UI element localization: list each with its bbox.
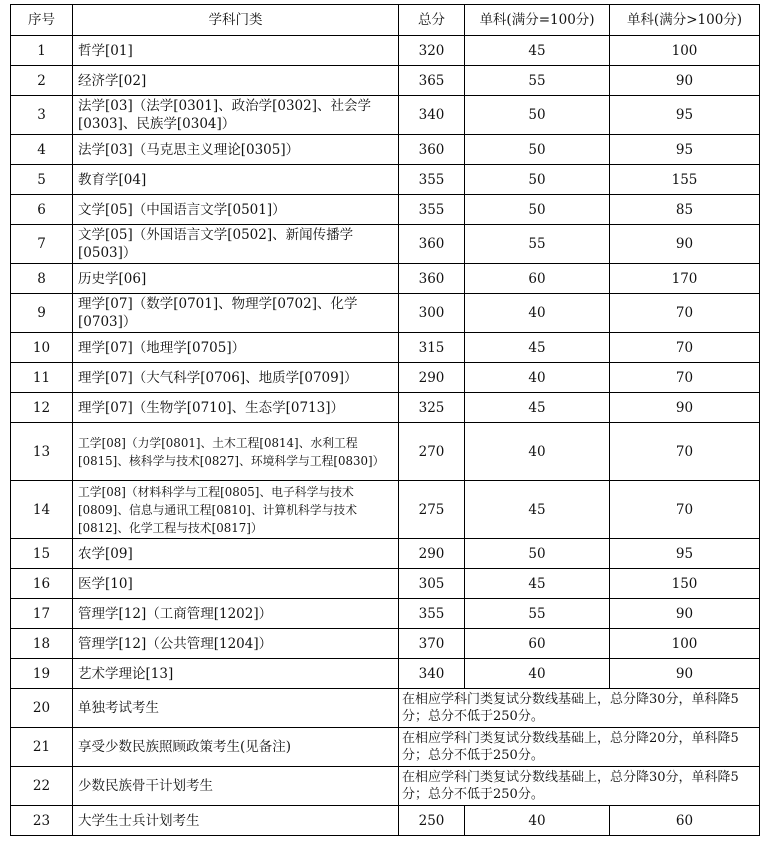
table-row xyxy=(11,728,760,767)
row-single-100: 60 xyxy=(465,264,610,294)
table-row xyxy=(11,659,760,689)
row-no: 11 xyxy=(11,363,73,393)
row-no: 9 xyxy=(11,294,73,333)
row-single-over-100: 90 xyxy=(610,225,760,264)
row-total: 305 xyxy=(399,569,465,599)
table-row xyxy=(11,393,760,423)
row-note: 在相应学科门类复试分数线基础上，总分降20分，单科降5分；总分不低于250分。 xyxy=(399,728,760,767)
row-subject: 理学[07]（地理学[0705]） xyxy=(73,333,399,363)
row-no: 22 xyxy=(11,767,73,806)
row-subject: 管理学[12]（公共管理[1204]） xyxy=(73,629,399,659)
row-no: 2 xyxy=(11,66,73,96)
row-single-100: 40 xyxy=(465,423,610,481)
row-no: 16 xyxy=(11,569,73,599)
row-single-100: 45 xyxy=(465,481,610,539)
table-row xyxy=(11,689,760,728)
row-single-over-100: 95 xyxy=(610,96,760,135)
row-single-over-100: 85 xyxy=(610,195,760,225)
row-single-100: 55 xyxy=(465,599,610,629)
row-single-100: 45 xyxy=(465,393,610,423)
row-single-over-100: 95 xyxy=(610,135,760,165)
table-row xyxy=(11,767,760,806)
row-no: 10 xyxy=(11,333,73,363)
row-single-over-100: 70 xyxy=(610,423,760,481)
table-row xyxy=(11,135,760,165)
row-single-over-100: 150 xyxy=(610,569,760,599)
row-subject: 工学[08]（力学[0801]、土木工程[0814]、水利工程[0815]、核科学与技术[0827]、环境科学与工程[0830]） xyxy=(73,423,399,481)
row-no: 6 xyxy=(11,195,73,225)
row-no: 1 xyxy=(11,36,73,66)
row-subject: 理学[07]（生物学[0710]、生态学[0713]） xyxy=(73,393,399,423)
header-single-100: 单科(满分=100分) xyxy=(465,5,610,36)
row-no: 23 xyxy=(11,806,73,836)
row-single-100: 50 xyxy=(465,539,610,569)
row-total: 365 xyxy=(399,66,465,96)
row-single-100: 55 xyxy=(465,225,610,264)
row-single-100: 40 xyxy=(465,659,610,689)
row-no: 3 xyxy=(11,96,73,135)
row-total: 355 xyxy=(399,599,465,629)
row-no: 5 xyxy=(11,165,73,195)
row-no: 17 xyxy=(11,599,73,629)
row-note: 在相应学科门类复试分数线基础上，总分降30分，单科降5分；总分不低于250分。 xyxy=(399,689,760,728)
row-subject: 艺术学理论[13] xyxy=(73,659,399,689)
header-total: 总分 xyxy=(399,5,465,36)
header-row xyxy=(11,5,760,36)
row-total: 290 xyxy=(399,539,465,569)
row-single-over-100: 70 xyxy=(610,481,760,539)
row-subject: 理学[07]（数学[0701]、物理学[0702]、化学[0703]） xyxy=(73,294,399,333)
row-single-100: 45 xyxy=(465,333,610,363)
row-single-over-100: 90 xyxy=(610,659,760,689)
row-single-100: 55 xyxy=(465,66,610,96)
row-subject: 大学生士兵计划考生 xyxy=(73,806,399,836)
row-subject: 哲学[01] xyxy=(73,36,399,66)
row-total: 275 xyxy=(399,481,465,539)
table-row xyxy=(11,629,760,659)
row-single-100: 60 xyxy=(465,629,610,659)
row-single-over-100: 90 xyxy=(610,66,760,96)
row-subject: 文学[05]（中国语言文学[0501]） xyxy=(73,195,399,225)
row-subject: 工学[08]（材料科学与工程[0805]、电子科学与技术[0809]、信息与通讯工程[0810]、计算机科学与技术[0812]、化学工程与技术[0817]） xyxy=(73,481,399,539)
row-total: 370 xyxy=(399,629,465,659)
table-row xyxy=(11,294,760,333)
row-single-over-100: 70 xyxy=(610,294,760,333)
row-single-over-100: 70 xyxy=(610,363,760,393)
row-subject: 管理学[12]（工商管理[1202]） xyxy=(73,599,399,629)
row-single-over-100: 170 xyxy=(610,264,760,294)
table-row xyxy=(11,225,760,264)
row-single-100: 40 xyxy=(465,294,610,333)
row-single-over-100: 155 xyxy=(610,165,760,195)
table-row xyxy=(11,264,760,294)
table-row xyxy=(11,195,760,225)
row-total: 360 xyxy=(399,135,465,165)
row-total: 360 xyxy=(399,225,465,264)
row-single-100: 45 xyxy=(465,36,610,66)
row-no: 12 xyxy=(11,393,73,423)
row-single-over-100: 100 xyxy=(610,629,760,659)
table-row xyxy=(11,806,760,836)
row-no: 14 xyxy=(11,481,73,539)
table-row xyxy=(11,333,760,363)
row-total: 325 xyxy=(399,393,465,423)
row-no: 4 xyxy=(11,135,73,165)
table-row xyxy=(11,423,760,481)
table-row xyxy=(11,569,760,599)
header-single-over-100: 单科(满分>100分) xyxy=(610,5,760,36)
row-single-over-100: 100 xyxy=(610,36,760,66)
row-single-over-100: 90 xyxy=(610,599,760,629)
header-subject: 学科门类 xyxy=(73,5,399,36)
score-table xyxy=(10,4,760,836)
table-row xyxy=(11,96,760,135)
row-no: 18 xyxy=(11,629,73,659)
table-row xyxy=(11,66,760,96)
row-subject: 历史学[06] xyxy=(73,264,399,294)
row-total: 355 xyxy=(399,165,465,195)
row-single-over-100: 70 xyxy=(610,333,760,363)
table-row xyxy=(11,599,760,629)
row-subject: 法学[03]（法学[0301]、政治学[0302]、社会学[0303]、民族学[0304]） xyxy=(73,96,399,135)
row-single-100: 40 xyxy=(465,363,610,393)
row-total: 300 xyxy=(399,294,465,333)
row-total: 340 xyxy=(399,96,465,135)
header-no: 序号 xyxy=(11,5,73,36)
table-row xyxy=(11,539,760,569)
row-total: 250 xyxy=(399,806,465,836)
table-row xyxy=(11,363,760,393)
row-no: 19 xyxy=(11,659,73,689)
row-subject: 农学[09] xyxy=(73,539,399,569)
row-single-over-100: 90 xyxy=(610,393,760,423)
row-subject: 享受少数民族照顾政策考生(见备注) xyxy=(73,728,399,767)
row-single-over-100: 95 xyxy=(610,539,760,569)
row-total: 355 xyxy=(399,195,465,225)
row-single-100: 50 xyxy=(465,165,610,195)
row-no: 20 xyxy=(11,689,73,728)
row-total: 315 xyxy=(399,333,465,363)
row-note: 在相应学科门类复试分数线基础上，总分降30分，单科降5分；总分不低于250分。 xyxy=(399,767,760,806)
row-no: 15 xyxy=(11,539,73,569)
row-no: 8 xyxy=(11,264,73,294)
row-single-over-100: 60 xyxy=(610,806,760,836)
row-total: 360 xyxy=(399,264,465,294)
row-total: 270 xyxy=(399,423,465,481)
row-no: 13 xyxy=(11,423,73,481)
row-no: 21 xyxy=(11,728,73,767)
table-row xyxy=(11,481,760,539)
row-total: 340 xyxy=(399,659,465,689)
table-row xyxy=(11,36,760,66)
row-total: 320 xyxy=(399,36,465,66)
row-single-100: 50 xyxy=(465,135,610,165)
row-total: 290 xyxy=(399,363,465,393)
row-subject: 经济学[02] xyxy=(73,66,399,96)
row-subject: 教育学[04] xyxy=(73,165,399,195)
row-single-100: 50 xyxy=(465,195,610,225)
row-subject: 医学[10] xyxy=(73,569,399,599)
row-single-100: 45 xyxy=(465,569,610,599)
row-subject: 单独考试考生 xyxy=(73,689,399,728)
row-subject: 少数民族骨干计划考生 xyxy=(73,767,399,806)
table-row xyxy=(11,165,760,195)
row-subject: 法学[03]（马克思主义理论[0305]） xyxy=(73,135,399,165)
row-single-100: 40 xyxy=(465,806,610,836)
row-single-100: 50 xyxy=(465,96,610,135)
row-no: 7 xyxy=(11,225,73,264)
row-subject: 理学[07]（大气科学[0706]、地质学[0709]） xyxy=(73,363,399,393)
row-subject: 文学[05]（外国语言文学[0502]、新闻传播学[0503]） xyxy=(73,225,399,264)
